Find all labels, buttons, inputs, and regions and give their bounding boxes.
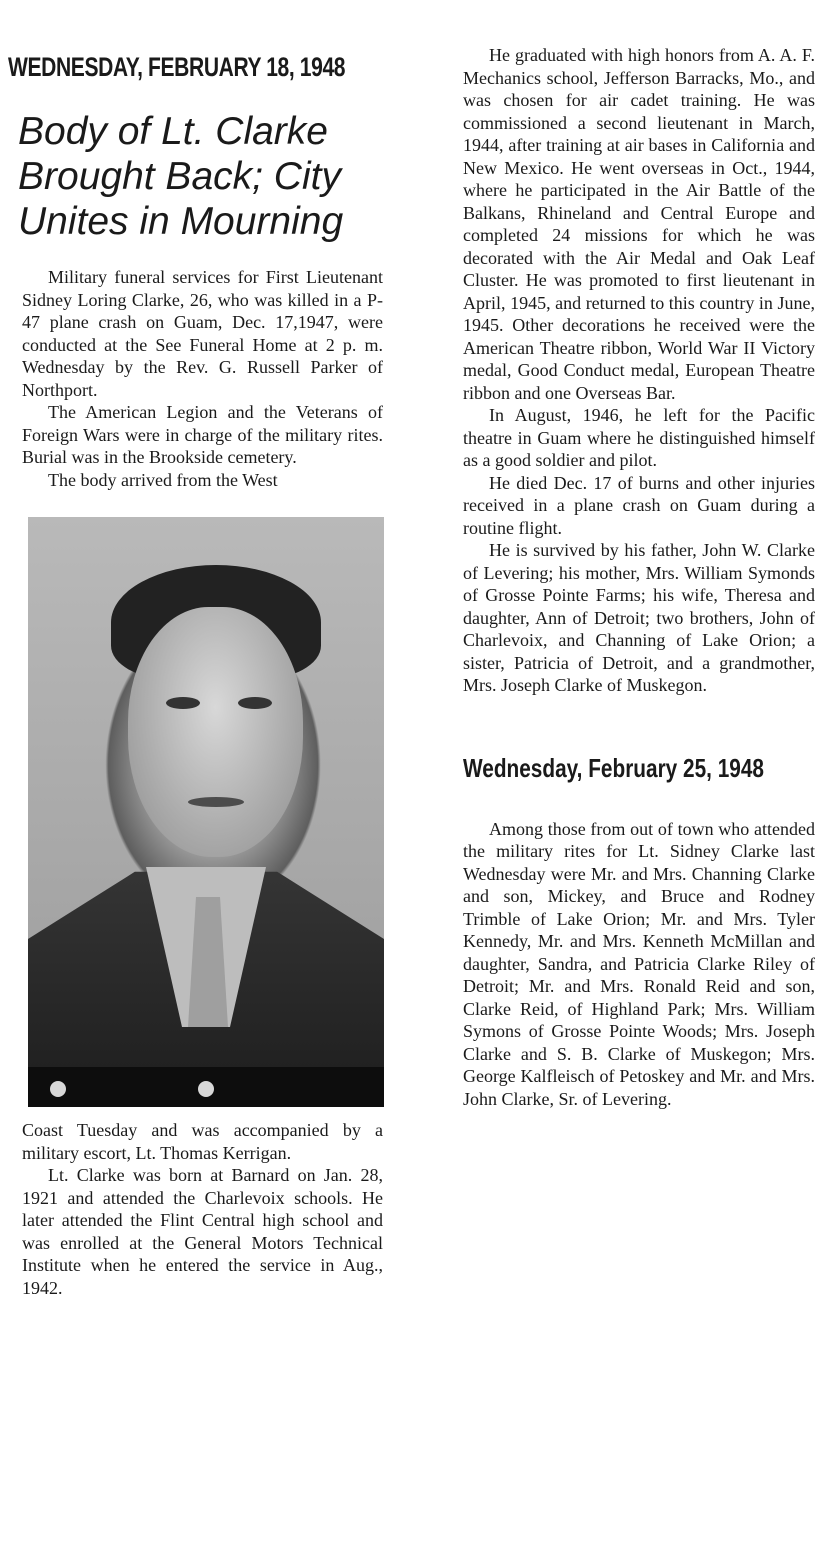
article-body-top [22, 266, 383, 491]
headline-line: Unites in Mourning [18, 200, 344, 243]
paragraph: Among those from out of town who attended the military rites for Lt. Sidney Clarke last Wednesday were Mr. and Mrs. Channing Clarke and son, Mickey, and Bruce and Rodney Trimble of Lake Orion; Mr. and Mrs. Tyler Kennedy, Mr. and Mrs. Kenneth McMillan and daughter, Sandra, and Patricia Clarke Riley of Detroit; Mr. and Mrs. Ronald Reid and son, Clarke Reid, of Highland Park; Mrs. William Symons of Grosse Pointe Woods; Mrs. Joseph Clarke and S. B. Clarke of Muskegon; Mrs. George Kalfleisch of Petoskey and Mr. and Mrs. John Clarke, Sr. of Levering. [463, 818, 815, 1109]
headline-line: Brought Back; City [18, 155, 341, 198]
right-column [463, 44, 815, 1110]
paragraph: The American Legion and the Veterans of Foreign Wars were in charge of the military rites. Burial was in the Brookside cemetery. [22, 402, 383, 467]
paragraph: He graduated with high honors from A. A. F. Mechanics school, Jefferson Barracks, Mo., and was chosen for air cadet training. He was commissioned a second lieutenant in March, 1944, after training at air bases in California and New Mexico. He went overseas in Oct., 1944, where he participated in the Air Battle of the Balkans, Rhineland and Central Europe and completed 24 missions for which he was decorated with the Air Medal and Oak Leaf Cluster. He was promoted to first lieutenant in April, 1945, and returned to this country in June, 1945. Other decorations he received were the American Theatre ribbon, World War II Victory medal, Good Conduct medal, European Theatre ribbon and one Overseas Bar. [463, 45, 815, 403]
left-column [8, 52, 383, 1299]
paragraph: In August, 1946, he left for the Pacific theatre in Guam where he distinguished himself as a good soldier and pilot. [463, 405, 815, 470]
paragraph: He is survived by his father, John W. Clarke of Levering; his mother, Mrs. William Symonds of Grosse Pointe Farms; his wife, Theresa and daughter, Ann of Detroit; two brothers, John of Charlevoix, and Channing of Lake Orion; a sister, Patricia of Detroit, and a grandmother, Mrs. Joseph Clarke of Muskegon. [463, 540, 815, 695]
portrait-photo [28, 517, 384, 1107]
paragraph: The body arrived from the West [48, 469, 278, 490]
paragraph: Military funeral services for First Lieutenant Sidney Loring Clarke, 26, who was killed in a P-47 plane crash on Guam, Dec. 17,1947, were conducted at the See Funeral Home at 2 p. m. Wednesday by the Rev. G. Russell Parker of Northport. [22, 267, 383, 400]
dateline-second: Wednesday, February 25, 1948 [463, 752, 764, 783]
paragraph: Coast Tuesday and was accompanied by a military escort, Lt. Thomas Kerrigan. [22, 1120, 383, 1163]
paragraph: Lt. Clarke was born at Barnard on Jan. 28, 1921 and attended the Charlevoix schools. He later attended the Flint Central high school and was enrolled at the General Motors Technical Institute when he entered the service in Aug., 1942. [22, 1165, 383, 1298]
headline [18, 109, 383, 244]
dateline: WEDNESDAY, FEBRUARY 18, 1948 [8, 52, 346, 82]
headline-line: Body of Lt. Clarke [18, 110, 328, 153]
article-body-bottom [22, 1119, 383, 1299]
paragraph: He died Dec. 17 of burns and other injuries received in a plane crash on Guam during a routine flight. [463, 472, 815, 538]
